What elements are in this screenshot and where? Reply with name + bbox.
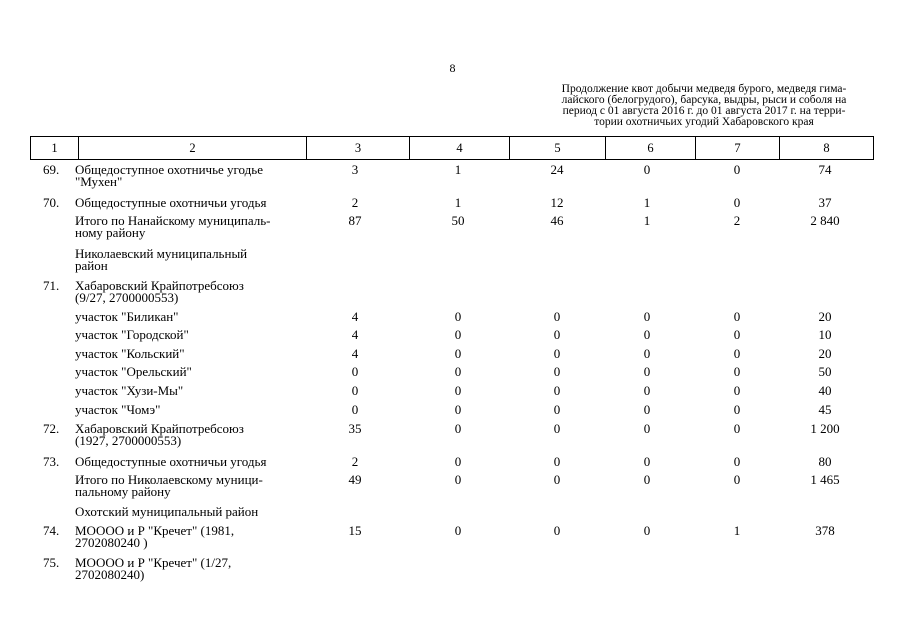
column-header-row — [30, 136, 874, 160]
caption-line: период с 01 августа 2016 г. до 01 августа 2017 г. на терри- — [562, 105, 846, 117]
row-value-col7: 0 — [733, 364, 741, 379]
row-value-col5: 24 — [550, 162, 564, 177]
caption-line: Продолжение квот добычи медведя бурого, медведя гима- — [561, 83, 847, 95]
row-name — [75, 456, 315, 468]
row-value-col6: 0 — [643, 364, 651, 379]
row-name — [75, 525, 315, 549]
row-number: 70. — [43, 195, 60, 210]
row-value-col7: 0 — [733, 472, 741, 487]
row-value-col6: 0 — [643, 327, 651, 342]
row-value-col6: 0 — [643, 421, 651, 436]
row-value-col7: 0 — [733, 421, 741, 436]
row-value-col6: 1 — [643, 195, 651, 210]
row-value-col7: 0 — [733, 195, 741, 210]
row-name — [75, 280, 315, 304]
row-value-col3: 3 — [351, 162, 359, 177]
page-number: 8 — [449, 61, 456, 75]
caption-line: тории охотничьих угодий Хабаровского края — [594, 116, 814, 128]
row-value-col6: 0 — [643, 523, 651, 538]
row-name-line: Общедоступные охотничьи угодья — [75, 454, 267, 469]
row-value-col6: 0 — [643, 454, 651, 469]
row-value-col6: 1 — [643, 213, 651, 228]
column-header: 2 — [79, 137, 307, 160]
row-name-line: Итого по Николаевскому муници- — [75, 472, 263, 487]
row-name — [75, 385, 315, 397]
row-number: 73. — [43, 454, 60, 469]
row-value-col5: 46 — [550, 213, 564, 228]
row-value-col4: 0 — [454, 364, 462, 379]
row-value-col7: 0 — [733, 346, 741, 361]
row-name-line: участок "Хузи-Мы" — [75, 383, 184, 398]
row-name — [75, 506, 315, 518]
row-value-col7: 0 — [733, 454, 741, 469]
row-number: 72. — [43, 421, 60, 436]
row-name-line: Общедоступные охотничьи угодья — [75, 195, 267, 210]
row-value-col6: 0 — [643, 346, 651, 361]
row-value-col7: 0 — [733, 327, 741, 342]
row-value-col3: 2 — [351, 195, 359, 210]
row-value-col3: 87 — [348, 213, 362, 228]
row-value-col5: 0 — [553, 346, 561, 361]
row-value-col8: 378 — [815, 523, 835, 538]
column-header: 6 — [606, 137, 696, 160]
row-value-col7: 2 — [733, 213, 741, 228]
row-value-col4: 0 — [454, 383, 462, 398]
row-value-col3: 0 — [351, 383, 359, 398]
row-name-line: "Мухен" — [75, 174, 123, 189]
row-name-line: участок "Городской" — [75, 327, 189, 342]
row-value-col3: 4 — [351, 346, 359, 361]
row-value-col3: 2 — [351, 454, 359, 469]
row-value-col3: 0 — [351, 364, 359, 379]
row-value-col3: 35 — [348, 421, 362, 436]
row-name — [75, 164, 315, 188]
row-value-col4: 0 — [454, 346, 462, 361]
row-name-line: МОООО и Р "Кречет" (1981, — [75, 523, 235, 538]
row-name-line: участок "Чомэ" — [75, 402, 161, 417]
row-number: 74. — [43, 523, 60, 538]
row-value-col5: 0 — [553, 454, 561, 469]
row-value-col5: 0 — [553, 523, 561, 538]
row-number: 71. — [43, 278, 60, 293]
row-value-col5: 0 — [553, 472, 561, 487]
row-value-col3: 4 — [351, 327, 359, 342]
column-header: 3 — [307, 137, 410, 160]
row-value-col4: 1 — [454, 195, 462, 210]
row-name-line: Хабаровский Крайпотребсоюз — [75, 278, 244, 293]
row-value-col8: 20 — [818, 346, 832, 361]
row-value-col7: 0 — [733, 309, 741, 324]
row-value-col5: 0 — [553, 383, 561, 398]
row-value-col6: 0 — [643, 162, 651, 177]
row-value-col5: 12 — [550, 195, 564, 210]
row-name-line: (1927, 2700000553) — [75, 433, 182, 448]
row-value-col4: 0 — [454, 402, 462, 417]
row-number: 75. — [43, 555, 60, 570]
row-value-col8: 2 840 — [810, 213, 840, 228]
row-name — [75, 197, 315, 209]
row-value-col7: 1 — [733, 523, 741, 538]
row-value-col8: 50 — [818, 364, 832, 379]
row-value-col3: 49 — [348, 472, 362, 487]
row-name-line: участок "Орельский" — [75, 364, 192, 379]
row-value-col8: 1 200 — [810, 421, 840, 436]
row-name-line: Итого по Нанайскому муниципаль- — [75, 213, 271, 228]
row-name — [75, 215, 315, 239]
row-name — [75, 366, 315, 378]
row-name-line: Общедоступное охотничье угодье — [75, 162, 263, 177]
row-value-col4: 0 — [454, 327, 462, 342]
row-value-col5: 0 — [553, 327, 561, 342]
row-name-line: Хабаровский Крайпотребсоюз — [75, 421, 244, 436]
row-value-col4: 0 — [454, 454, 462, 469]
row-value-col4: 0 — [454, 421, 462, 436]
row-value-col5: 0 — [553, 364, 561, 379]
row-name-line: 2702080240) — [75, 567, 145, 582]
row-name — [75, 557, 315, 581]
row-value-col8: 20 — [818, 309, 832, 324]
column-header: 4 — [410, 137, 510, 160]
row-name-line: район — [75, 258, 108, 273]
row-name-line: ному району — [75, 225, 146, 240]
caption-line: лайского (белогрудого), барсука, выдры, рыси и соболя на — [561, 94, 847, 106]
row-name — [75, 404, 315, 416]
row-value-col8: 74 — [818, 162, 832, 177]
row-value-col7: 0 — [733, 383, 741, 398]
row-value-col4: 1 — [454, 162, 462, 177]
row-value-col5: 0 — [553, 421, 561, 436]
row-name — [75, 474, 315, 498]
column-header: 7 — [696, 137, 780, 160]
row-value-col5: 0 — [553, 402, 561, 417]
row-value-col3: 0 — [351, 402, 359, 417]
row-value-col4: 0 — [454, 472, 462, 487]
row-name-line: участок "Биликан" — [75, 309, 179, 324]
row-name-line: МОООО и Р "Кречет" (1/27, — [75, 555, 232, 570]
row-value-col8: 40 — [818, 383, 832, 398]
row-name — [75, 329, 315, 341]
row-value-col6: 0 — [643, 309, 651, 324]
row-name — [75, 423, 315, 447]
row-value-col5: 0 — [553, 309, 561, 324]
column-header: 8 — [780, 137, 874, 160]
column-header: 1 — [31, 137, 79, 160]
row-number: 69. — [43, 162, 60, 177]
row-value-col3: 4 — [351, 309, 359, 324]
row-value-col7: 0 — [733, 162, 741, 177]
row-value-col8: 1 465 — [810, 472, 840, 487]
row-value-col3: 15 — [348, 523, 362, 538]
row-name-line: Охотский муниципальный район — [75, 504, 259, 519]
row-value-col6: 0 — [643, 402, 651, 417]
column-header: 5 — [510, 137, 606, 160]
table-caption — [538, 84, 870, 128]
row-value-col8: 37 — [818, 195, 832, 210]
row-value-col6: 0 — [643, 472, 651, 487]
row-name-line: участок "Кольский" — [75, 346, 185, 361]
row-value-col8: 10 — [818, 327, 832, 342]
row-name-line: Николаевский муниципальный — [75, 246, 248, 261]
row-name-line: (9/27, 2700000553) — [75, 290, 179, 305]
row-value-col8: 80 — [818, 454, 832, 469]
row-value-col4: 0 — [454, 309, 462, 324]
row-name — [75, 248, 315, 272]
row-value-col8: 45 — [818, 402, 832, 417]
row-name-line: пальному району — [75, 484, 171, 499]
row-value-col4: 50 — [451, 213, 465, 228]
row-name-line: 2702080240 ) — [75, 535, 148, 550]
row-value-col7: 0 — [733, 402, 741, 417]
row-value-col6: 0 — [643, 383, 651, 398]
row-value-col4: 0 — [454, 523, 462, 538]
row-name — [75, 311, 315, 323]
row-name — [75, 348, 315, 360]
